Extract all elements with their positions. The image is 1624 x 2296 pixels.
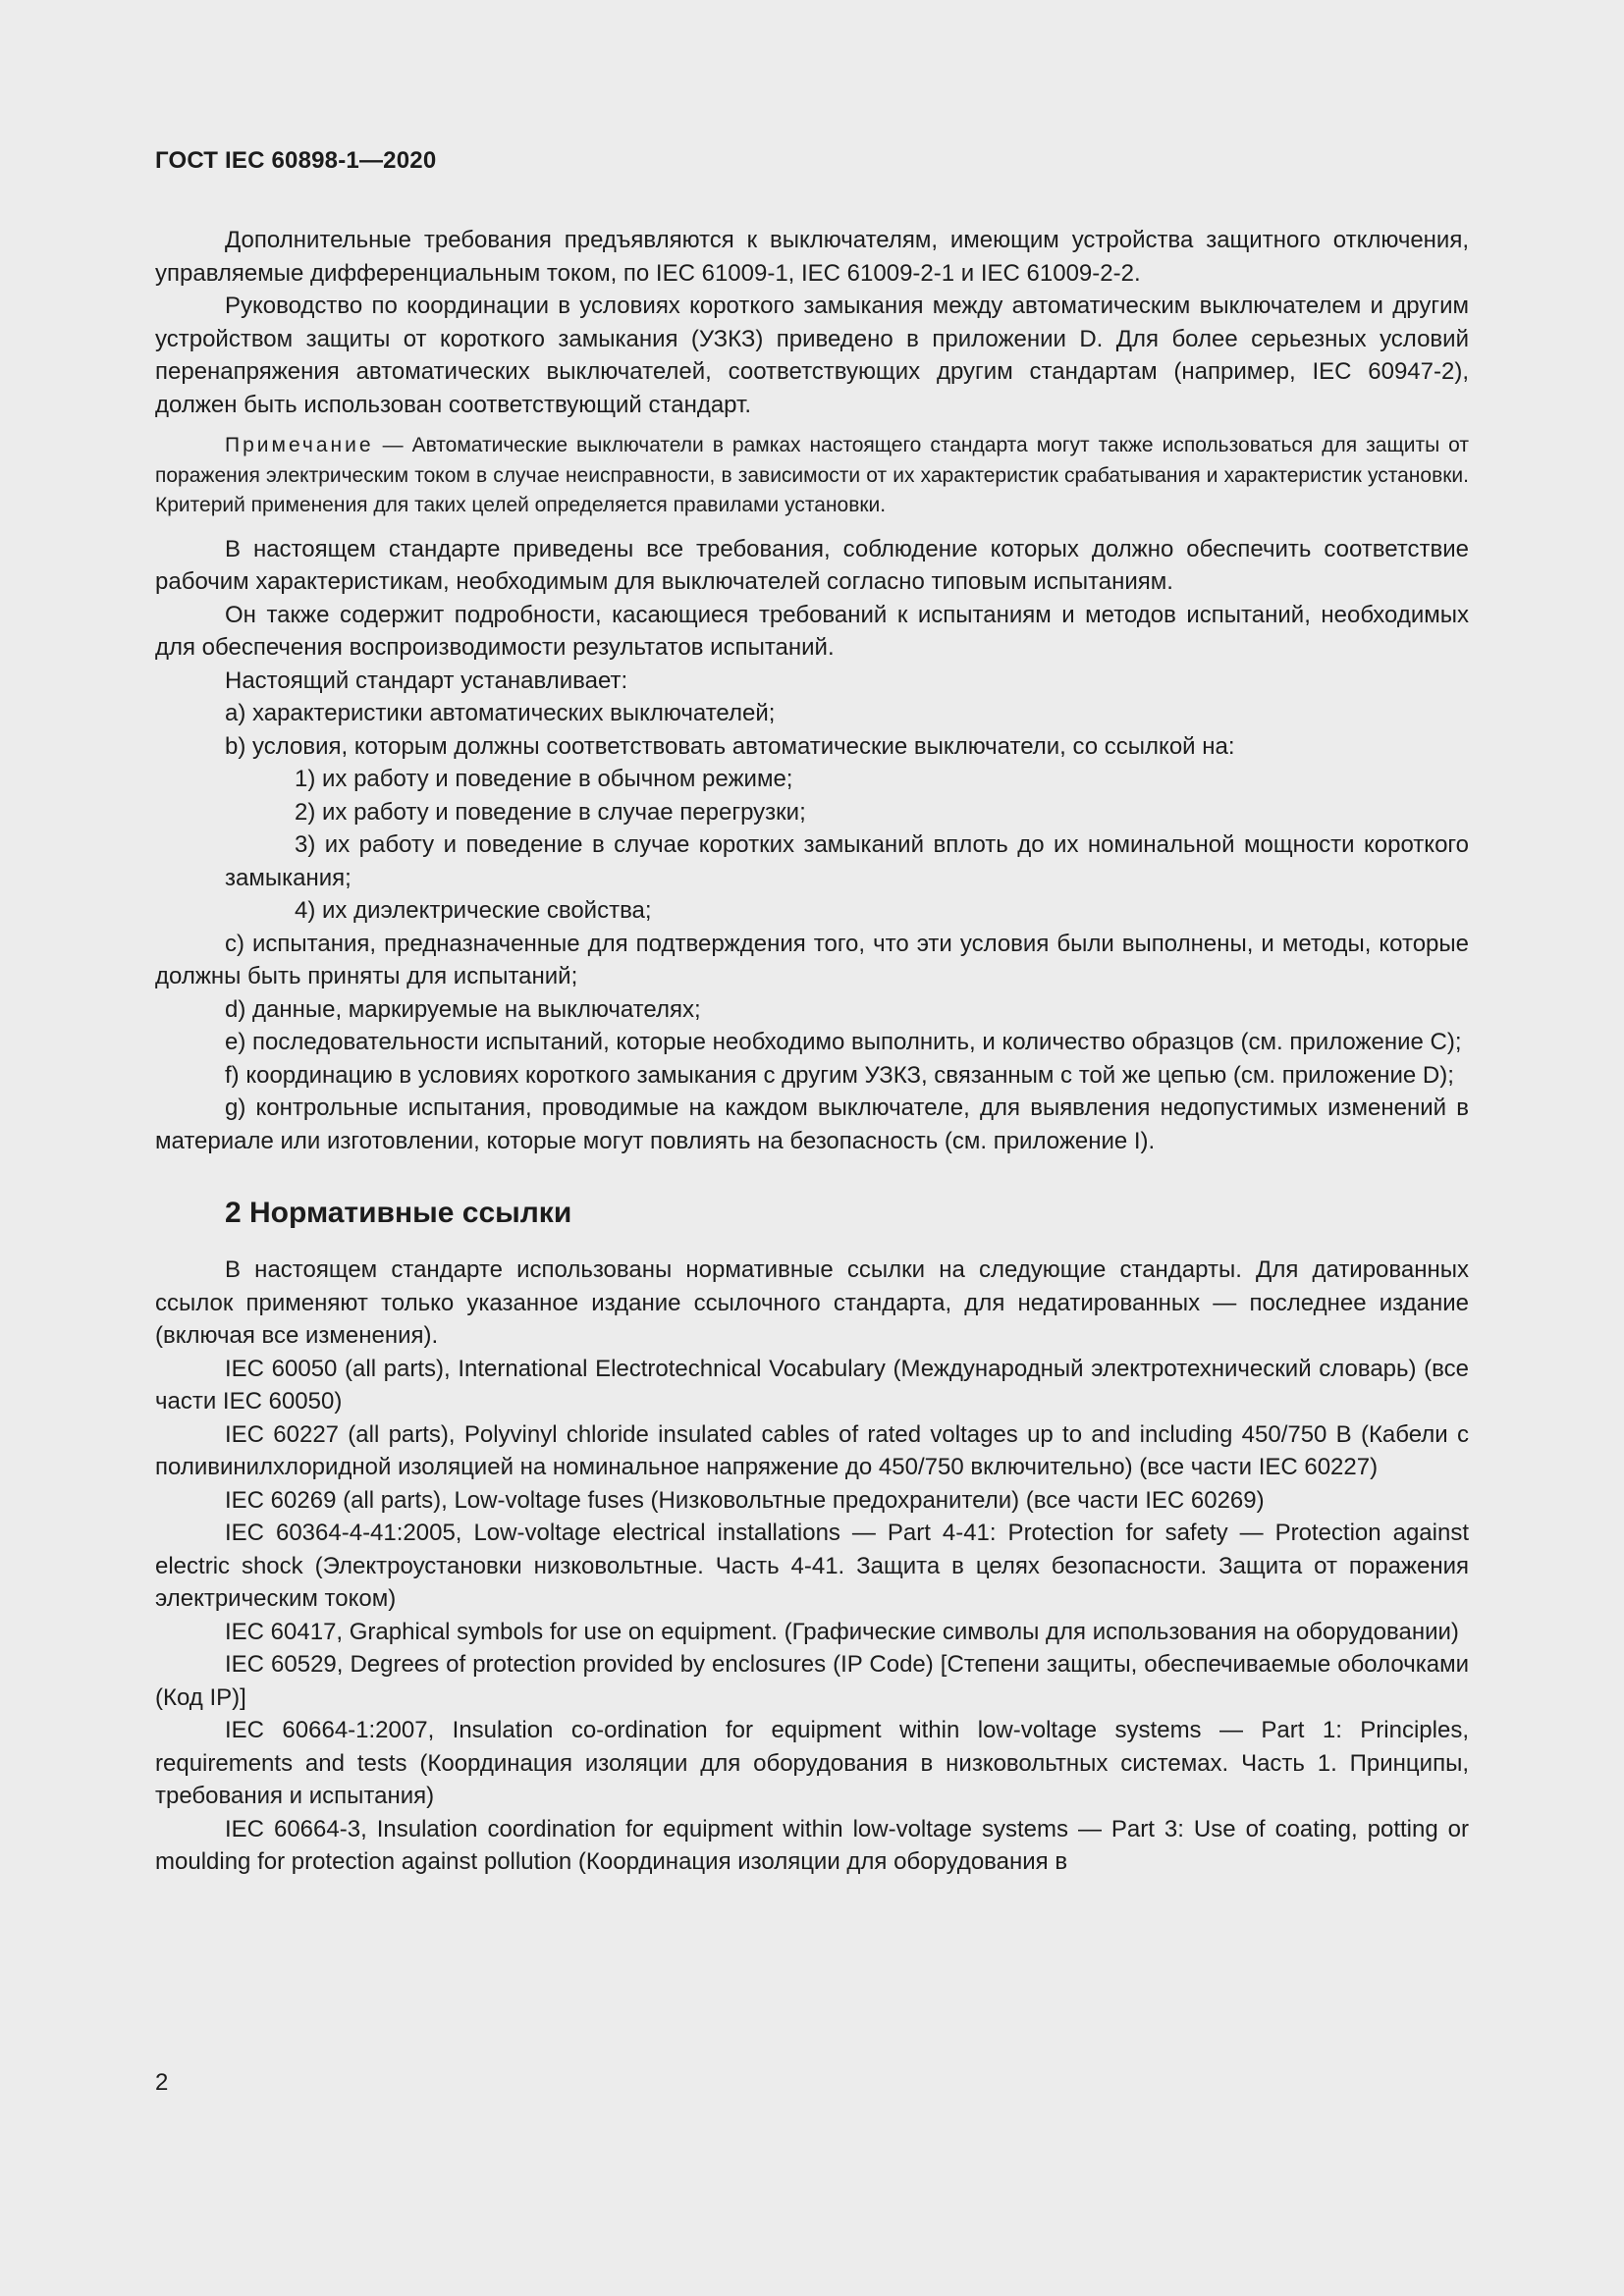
list-item: e) последовательности испытаний, которые необходимо выполнить, и количество образцов (см. приложение C); xyxy=(225,1029,1462,1055)
document-header: ГОСТ IEC 60898-1—2020 xyxy=(155,147,437,174)
reference-item: IEC 60364-4-41:2005, Low-voltage electrical installations — Part 4-41: Protection for safety — Protection against electric shock (Электроустановки низковольтные. Часть 4-41. Защита в целях безопасности. Защита от поражения электрическим током) xyxy=(155,1520,1469,1612)
paragraph: Руководство по координации в условиях короткого замыкания между автоматическим выключателем и другим устройством защиты от короткого замыкания (УЗКЗ) приведено в приложении D. Для более серьезных условий перенапряжения автоматических выключателей, соответствующих другим стандартам (например, IEC 60947-2), должен быть использован соответствующий стандарт. xyxy=(155,293,1469,418)
note-label: Примечание xyxy=(225,434,374,456)
reference-item: IEC 60050 (all parts), International Electrotechnical Vocabulary (Международный электротехнический словарь) (все части IEC 60050) xyxy=(155,1355,1469,1415)
paragraph: Дополнительные требования предъявляются к выключателям, имеющим устройства защитного отключения, управляемые дифференциальным током, по IEC 61009-1, IEC 61009-2-1 и IEC 61009-2-2. xyxy=(155,227,1469,287)
reference-item: IEC 60664-1:2007, Insulation co-ordination for equipment within low-voltage systems — Part 1: Principles, requirements and tests (Координация изоляции для оборудования в низковольтных системах. Часть 1. Принципы, требования и испытания) xyxy=(155,1717,1469,1809)
note-paragraph xyxy=(155,431,1469,521)
reference-item: IEC 60227 (all parts), Polyvinyl chloride insulated cables of rated voltages up to and including 450/750 В (Кабели с поливинилхлоридной изоляцией на номинальное напряжение до 450/750 включительно) (все части IEC 60227) xyxy=(155,1420,1469,1480)
list-item: c) испытания, предназначенные для подтверждения того, что эти условия были выполнены, и методы, которые должны быть приняты для испытаний; xyxy=(155,930,1469,989)
document-body xyxy=(155,224,1469,1879)
note-text: — Автоматические выключатели в рамках настоящего стандарта могут также использоваться для защиты от поражения электрическим током в случае неисправности, в зависимости от их характеристик срабатывания и характеристик установки. Критерий применения для таких целей определяется правилами установки. xyxy=(155,434,1469,516)
reference-item: IEC 60664-3, Insulation coordination for equipment within low-voltage systems — Part 3: Use of coating, potting or moulding for protection against pollution (Координация изоляции для оборудования в xyxy=(155,1815,1469,1875)
list-item: b) условия, которым должны соответствовать автоматические выключатели, со ссылкой на: xyxy=(225,732,1235,760)
sub-list-item: 1) их работу и поведение в обычном режиме; xyxy=(295,766,793,792)
sub-list-item: 4) их диэлектрические свойства; xyxy=(295,897,652,924)
sub-list-item: 2) их работу и поведение в случае перегрузки; xyxy=(295,798,806,826)
list-item: f) координацию в условиях короткого замыкания с другим УЗКЗ, связанным с той же цепью (см. приложение D); xyxy=(225,1061,1454,1089)
page-number: 2 xyxy=(155,2069,169,2096)
list-item: a) характеристики автоматических выключателей; xyxy=(225,700,776,726)
list-item: d) данные, маркируемые на выключателях; xyxy=(225,995,701,1023)
note-block xyxy=(155,431,1469,521)
list-item: g) контрольные испытания, проводимые на каждом выключателе, для выявления недопустимых изменений в материале или изготовлении, которые могут повлиять на безопасность (см. приложение I). xyxy=(155,1095,1469,1154)
paragraph: В настоящем стандарте использованы нормативные ссылки на следующие стандарты. Для датированных ссылок применяют только указанное издание ссылочного стандарта, для недатированных — последнее издание (включая все изменения). xyxy=(155,1256,1469,1349)
reference-item: IEC 60269 (all parts), Low-voltage fuses (Низковольтные предохранители) (все части IEC 60269) xyxy=(225,1486,1265,1514)
paragraph: Он также содержит подробности, касающиеся требований к испытаниям и методов испытаний, необходимых для обеспечения воспроизводимости результатов испытаний. xyxy=(155,601,1469,661)
reference-item: IEC 60529, Degrees of protection provided by enclosures (IP Code) [Степени защиты, обеспечиваемые оболочками (Код IP)] xyxy=(155,1651,1469,1711)
sub-list-item: 3) их работу и поведение в случае коротких замыканий вплоть до их номинальной мощности короткого замыкания; xyxy=(225,831,1469,891)
reference-item: IEC 60417, Graphical symbols for use on equipment. (Графические символы для использования на оборудовании) xyxy=(225,1618,1459,1645)
paragraph: В настоящем стандарте приведены все требования, соблюдение которых должно обеспечить соответствие рабочим характеристикам, необходимым для выключателей согласно типовым испытаниям. xyxy=(155,535,1469,595)
section-heading: 2 Нормативные ссылки xyxy=(225,1197,572,1229)
paragraph: Настоящий стандарт устанавливает: xyxy=(225,667,628,694)
